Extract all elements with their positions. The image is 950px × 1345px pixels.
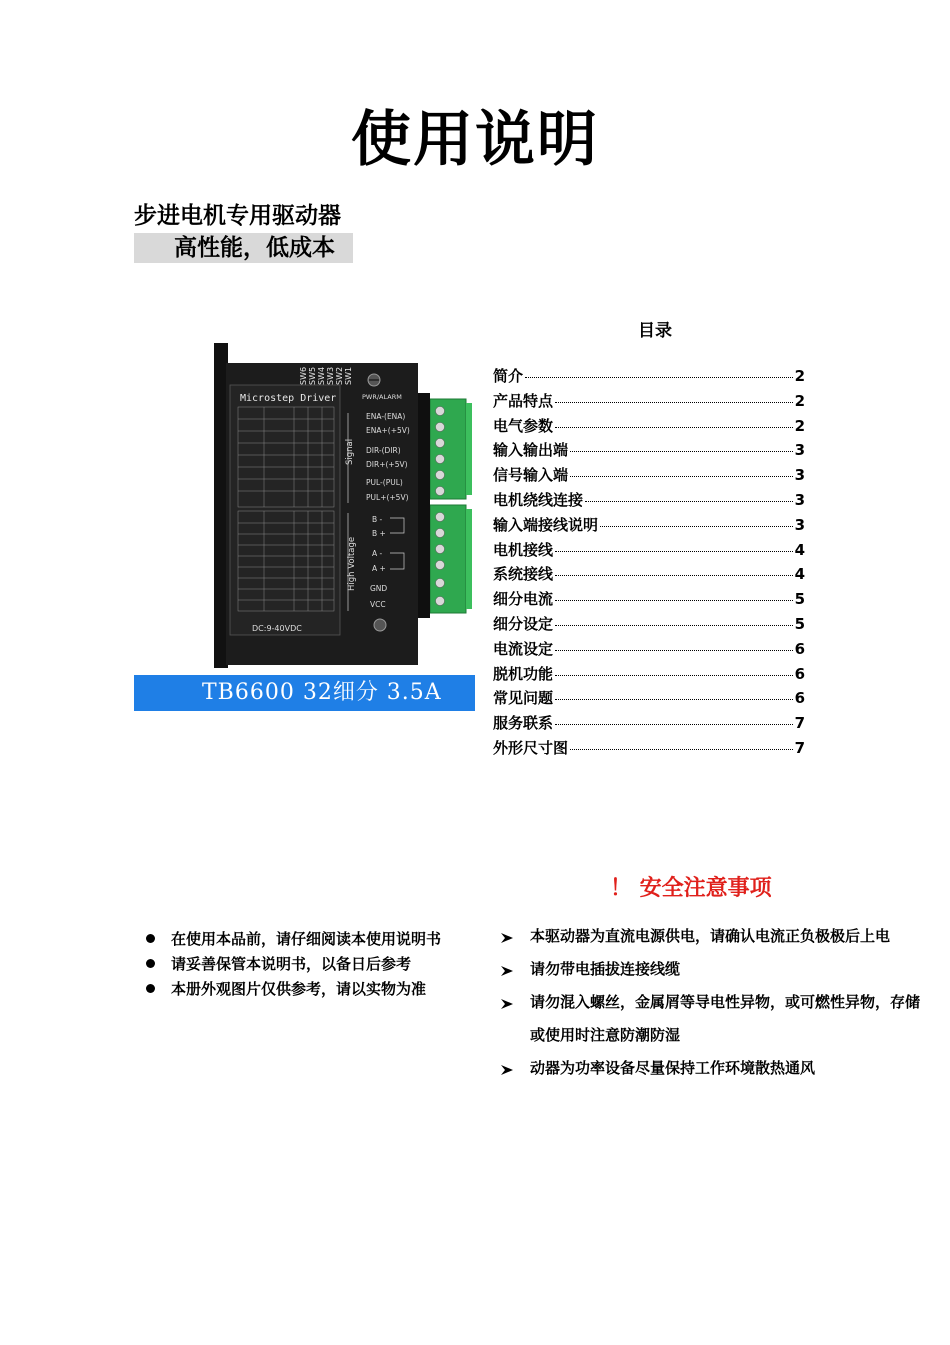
arrowhead-bullet-icon [500, 965, 514, 977]
product-model-banner: TB6600 32细分 3.5A [134, 675, 475, 711]
toc-item-label: 细分设定 [493, 614, 554, 633]
safety-note-text: 本驱动器为直流电源供电，请确认电流正负极极后上电 [530, 927, 891, 945]
toc-item-page: 2 [794, 391, 805, 410]
toc-leader-dots [555, 575, 793, 576]
bullet-icon [146, 959, 155, 968]
toc-item[interactable] [493, 663, 805, 688]
usage-note-text: 请妥善保管本说明书，以备日后参考 [171, 955, 412, 973]
safety-heading: ！ 安全注意事项 [610, 876, 772, 901]
sw-label: SW4 [317, 366, 326, 385]
toc-leader-dots [555, 724, 793, 725]
toc-item[interactable] [493, 390, 805, 415]
voltage-label: DC:9-40VDC [252, 624, 302, 633]
toc-item[interactable] [493, 539, 805, 564]
safety-note [500, 920, 920, 953]
toc-item-page: 3 [794, 515, 805, 534]
toc-item[interactable] [493, 613, 805, 638]
toc-item[interactable] [493, 588, 805, 613]
pin-label: A - [372, 549, 383, 558]
power-terminal-block [430, 505, 472, 613]
safety-note-text: 动器为功率设备尽量保持工作环境散热通风 [530, 1059, 816, 1077]
toc-item-page: 4 [794, 565, 805, 584]
toc-item-page: 2 [794, 367, 805, 385]
toc-heading: 目录 [638, 321, 672, 341]
toc-item-label: 系统接线 [493, 565, 554, 584]
toc-item-page: 3 [794, 490, 805, 509]
sw-label: SW5 [308, 366, 317, 385]
toc-item-label: 输入端接线说明 [493, 515, 599, 534]
safety-note-text: 请勿带电插拔连接线缆 [530, 960, 681, 978]
toc-item[interactable] [493, 439, 805, 464]
toc-item-label: 外形尺寸图 [493, 738, 569, 757]
toc-leader-dots [555, 427, 793, 428]
safety-note-text: 请勿混入螺丝，金属屑等导电性异物，或可燃性异物，存储或使用时注意防潮防湿 [530, 993, 921, 1044]
pin-label: B + [372, 529, 386, 538]
pin-label: A + [372, 564, 386, 573]
toc-leader-dots [555, 650, 793, 651]
page-title: 使用说明 [351, 105, 599, 175]
driver-illustration [134, 333, 475, 671]
sw-label: SW3 [326, 366, 335, 385]
signal-label: Signal [345, 438, 355, 465]
toc-leader-dots [555, 625, 793, 626]
toc-item-label: 电机绕线连接 [493, 490, 584, 509]
toc-item-label: 细分电流 [493, 590, 554, 609]
arrowhead-bullet-icon [500, 932, 514, 944]
toc-leader-dots [555, 699, 793, 700]
bullet-icon [146, 984, 155, 993]
toc-item[interactable] [493, 514, 805, 539]
safety-note [500, 953, 920, 986]
toc-leader-dots [570, 749, 793, 750]
toc-item-page: 5 [794, 590, 805, 609]
mounting-flange [214, 343, 228, 668]
safety-notes-list [500, 920, 920, 1085]
product-tagline: 高性能，低成本 [134, 233, 353, 263]
bullet-icon [146, 934, 155, 943]
toc-leader-dots [570, 451, 793, 452]
toc-item-page: 4 [794, 540, 805, 559]
toc-item[interactable] [493, 464, 805, 489]
toc-leader-dots [555, 600, 793, 601]
usage-note-text: 本册外观图片仅供参考，请以实物为准 [171, 980, 427, 998]
sw-label: SW2 [335, 366, 344, 385]
sw-label: SW6 [299, 366, 308, 385]
toc-item[interactable] [493, 489, 805, 514]
toc-item-page: 7 [794, 738, 805, 757]
toc-item[interactable] [493, 712, 805, 737]
pin-label: DIR-(DIR) [366, 446, 401, 455]
toc-item-label: 服务联系 [493, 714, 554, 733]
toc-item-label: 简介 [493, 367, 524, 385]
toc-item-label: 产品特点 [493, 391, 554, 410]
pin-label: VCC [370, 600, 386, 609]
toc-item-page: 2 [794, 416, 805, 435]
toc-leader-dots [555, 402, 793, 403]
toc-item-label: 常见问题 [493, 689, 554, 708]
toc-item-label: 电流设定 [493, 639, 554, 658]
toc-leader-dots [585, 501, 793, 502]
pin-label: PUL+(+5V) [366, 493, 409, 502]
toc-item-page: 5 [794, 614, 805, 633]
toc-leader-dots [555, 675, 793, 676]
toc-item-page: 6 [794, 639, 805, 658]
toc-item[interactable] [493, 638, 805, 663]
pin-label: DIR+(+5V) [366, 460, 408, 469]
arrowhead-bullet-icon [500, 1064, 514, 1076]
high-voltage-label: High Voltage [347, 536, 357, 591]
pwr-alarm-label: PWR/ALARM [362, 393, 402, 401]
toc-item[interactable] [493, 687, 805, 712]
safety-note [500, 986, 920, 1052]
pin-label: PUL-(PUL) [366, 478, 403, 487]
usage-note-text: 在使用本品前，请仔细阅读本使用说明书 [171, 930, 442, 948]
toc-item-page: 6 [794, 689, 805, 708]
toc-item[interactable] [493, 563, 805, 588]
safety-note [500, 1052, 920, 1085]
toc-item-label: 输入输出端 [493, 441, 569, 460]
toc-leader-dots [555, 551, 793, 552]
toc-item[interactable] [493, 415, 805, 440]
toc-item-label: 电机接线 [493, 540, 554, 559]
toc-item-label: 脱机功能 [493, 664, 554, 683]
pin-label: GND [370, 584, 388, 593]
toc-leader-dots [600, 526, 793, 527]
product-photo [134, 333, 475, 711]
toc-leader-dots [570, 476, 793, 477]
usage-note [146, 926, 441, 951]
usage-note [146, 951, 441, 976]
toc-item-label: 信号输入端 [493, 466, 569, 485]
toc-item-label: 电气参数 [493, 416, 554, 435]
toc-item-page: 3 [794, 441, 805, 460]
toc-leader-dots [525, 377, 793, 378]
sw-label: SW1 [344, 366, 353, 385]
usage-notes-list [146, 926, 441, 1001]
toc-item-page: 6 [794, 664, 805, 683]
driver-name-label: Microstep Driver [240, 393, 337, 404]
product-subtitle: 步进电机专用驱动器 [134, 203, 341, 229]
toc-item[interactable] [493, 365, 805, 390]
toc-item-page: 3 [794, 466, 805, 485]
toc-item[interactable] [493, 737, 805, 762]
arrowhead-bullet-icon [500, 998, 514, 1010]
pin-label: ENA-(ENA) [366, 412, 406, 421]
toc-item-page: 7 [794, 714, 805, 733]
usage-note [146, 976, 441, 1001]
pin-label: B - [372, 515, 383, 524]
table-of-contents [493, 365, 805, 762]
pin-label: ENA+(+5V) [366, 426, 410, 435]
